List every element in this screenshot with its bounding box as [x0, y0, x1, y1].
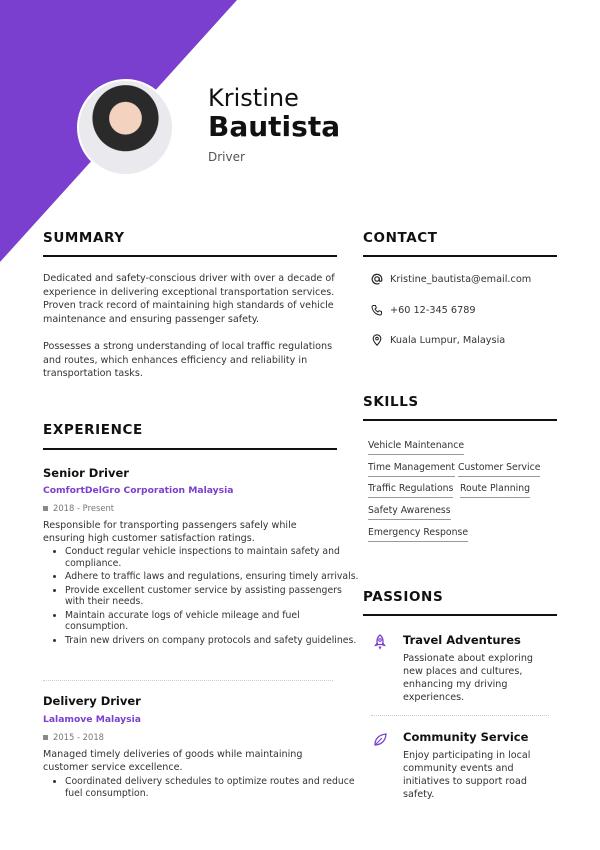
- skill-tag: Time Management: [368, 462, 455, 477]
- phone-icon: [371, 304, 383, 316]
- skill-tag: Traffic Regulations: [368, 483, 453, 498]
- contact-email[interactable]: [371, 273, 531, 285]
- summary-paragraph-2: Possesses a strong understanding of local traffic regulations and routes, which enhances efficiency and reliability in transportation tasks.: [43, 341, 333, 379]
- job-dates-text: 2018 - Present: [53, 503, 115, 513]
- job-company: ComfortDelGro Corporation Malaysia: [43, 485, 234, 496]
- passion-description: Passionate about exploring new places and cultures, enhancing my driving experiences.: [403, 653, 533, 703]
- experience-rule: [43, 448, 337, 450]
- bullet-item: • Conduct regular vehicle inspections to maintain safety and compliance.: [65, 546, 360, 569]
- job-description: Managed timely deliveries of goods while maintaining customer service excellence.: [43, 749, 303, 773]
- job-company: Lalamove Malaysia: [43, 714, 141, 725]
- job-dates: [43, 732, 104, 742]
- contact-rule: [363, 255, 557, 257]
- location-pin-icon: [371, 334, 383, 346]
- contact-phone[interactable]: [371, 304, 476, 316]
- skill-tag: Customer Service: [458, 462, 540, 477]
- summary-heading: SUMMARY: [43, 230, 125, 246]
- skill-tag: Vehicle Maintenance: [368, 440, 464, 455]
- bullet-item: • Adhere to traffic laws and regulations, ensuring timely arrivals.: [65, 571, 360, 583]
- job-bullets: [43, 776, 360, 801]
- calendar-icon: [43, 735, 48, 740]
- passion-description: Enjoy participating in local community events and initiatives to support road safety.: [403, 750, 531, 800]
- bullet-item: • Maintain accurate logs of vehicle mileage and fuel consumption.: [65, 610, 360, 633]
- experience-heading: EXPERIENCE: [43, 422, 143, 438]
- location-text: Kuala Lumpur, Malaysia: [390, 334, 506, 346]
- bullet-item: • Coordinated delivery schedules to optimize routes and reduce fuel consumption.: [65, 776, 360, 799]
- job-dates-text: 2015 - 2018: [53, 732, 104, 742]
- contact-location: [371, 334, 505, 346]
- passion-separator: [371, 715, 549, 716]
- at-icon: [371, 273, 383, 285]
- job-dates: [43, 503, 114, 513]
- summary-paragraph-1: Dedicated and safety-conscious driver with over a decade of experience in delivering exceptional transportation services. Proven track record of maintaining high standards of vehicle maintenance and ensuring passenger safety.: [43, 273, 335, 325]
- skill-tag: Route Planning: [460, 483, 530, 498]
- skill-tag: Safety Awareness: [368, 505, 451, 520]
- passion-title: Community Service: [403, 730, 529, 744]
- email-text: Kristine_bautista@email.com: [390, 273, 532, 285]
- passions-heading: PASSIONS: [363, 589, 444, 605]
- contact-heading: CONTACT: [363, 230, 438, 246]
- last-name: Bautista: [208, 110, 341, 143]
- job-description: Responsible for transporting passengers safely while ensuring high customer satisfaction ratings.: [43, 520, 297, 544]
- passion-title: Travel Adventures: [403, 633, 521, 647]
- job-role: Driver: [208, 150, 245, 164]
- passions-rule: [363, 614, 557, 616]
- job-title: Delivery Driver: [43, 694, 141, 708]
- skill-tag: Emergency Response: [368, 527, 468, 542]
- first-name: Kristine: [208, 84, 299, 112]
- summary-rule: [43, 255, 337, 257]
- leaf-icon: [371, 731, 389, 749]
- job-bullets: [43, 546, 360, 648]
- bullet-item: • Provide excellent customer service by assisting passengers with their needs.: [65, 585, 360, 608]
- calendar-icon: [43, 506, 48, 511]
- profile-photo: [77, 79, 174, 176]
- job-separator: [43, 680, 333, 681]
- bullet-item: • Train new drivers on company protocols and safety guidelines.: [65, 635, 360, 647]
- skills-rule: [363, 419, 557, 421]
- rocket-icon: [371, 633, 389, 651]
- phone-text: +60 12-345 6789: [390, 304, 476, 316]
- job-title: Senior Driver: [43, 466, 129, 480]
- skills-heading: SKILLS: [363, 394, 419, 410]
